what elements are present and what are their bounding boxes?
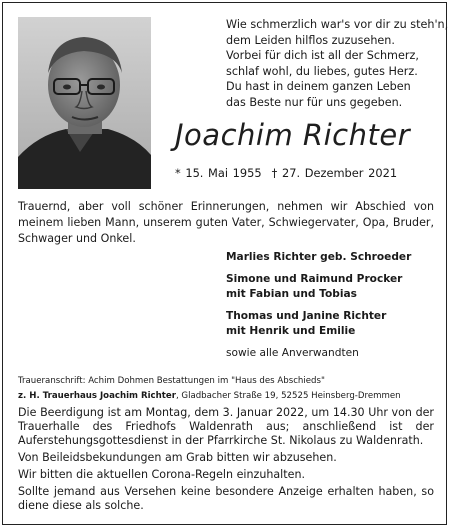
portrait-photo [18, 17, 151, 189]
life-dates [175, 166, 397, 180]
family-member: mit Fabian und Tobias [226, 288, 357, 300]
death-date: † 27. Dezember 2021 [271, 166, 398, 180]
address-line [18, 389, 438, 404]
portrait-illustration [18, 17, 151, 189]
funeral-paragraph: Sollte jemand aus Versehen keine besondere Anzeige erhalten haben, so diene diese als solche. [18, 484, 434, 512]
poem-line: Wie schmerzlich war's vor dir zu steh'n, [226, 18, 449, 31]
mourning-family [226, 250, 441, 361]
funeral-paragraph: Die Beerdigung ist am Montag, dem 3. Januar 2022, um 14.30 Uhr von der Trauerhalle des Friedhofs Waldenrath aus; anschließend ist der Auferstehungsgottesdienst in der Pfarrkirche St. Nikolaus zu Waldenrath. [18, 406, 434, 448]
family-group [226, 272, 441, 303]
deceased-name: Joachim Richter [175, 118, 411, 152]
funeral-paragraph: Wir bitten die aktuellen Corona-Regeln einzuhalten. [18, 467, 306, 481]
poem-line: Vorbei für dich ist all der Schmerz, [226, 49, 419, 63]
farewell-text: Trauernd, aber voll schöner Erinnerungen, nehmen wir Abschied von meinem lieben Mann, unserem guten Vater, Schwiegervater, Opa, Bruder, Schwager und Onkel. [18, 200, 434, 245]
condolence-address [18, 374, 438, 403]
memorial-poem [226, 17, 449, 111]
relatives-note: sowie alle Anverwandten [226, 346, 359, 359]
poem-line: das Beste nur für uns gegeben. [226, 95, 403, 109]
family-member: Simone und Raimund Procker [226, 272, 403, 285]
birth-date: * 15. Mai 1955 [175, 166, 262, 180]
address-street: , Gladbacher Straße 19, 52525 Heinsberg-Dremmen [175, 390, 401, 401]
poem-line: schlaf wohl, du liebes, gutes Herz. [226, 64, 418, 78]
family-member: mit Henrik und Emilie [226, 325, 356, 337]
address-recipient: z. H. Trauerhaus Joachim Richter [18, 390, 176, 401]
poem-line: dem Leiden hilflos zuzusehen. [226, 33, 395, 47]
family-group [226, 309, 441, 340]
funeral-paragraph: Von Beileidsbekundungen am Grab bitten wir abzusehen. [18, 451, 337, 465]
family-member: Thomas und Janine Richter [226, 309, 387, 322]
address-line: Traueranschrift: Achim Dohmen Bestattungen im "Haus des Abschieds" [18, 376, 325, 386]
family-member: Marlies Richter geb. Schroeder [226, 251, 412, 263]
funeral-details [18, 406, 434, 515]
poem-line: Du hast in deinem ganzen Leben [226, 80, 411, 94]
